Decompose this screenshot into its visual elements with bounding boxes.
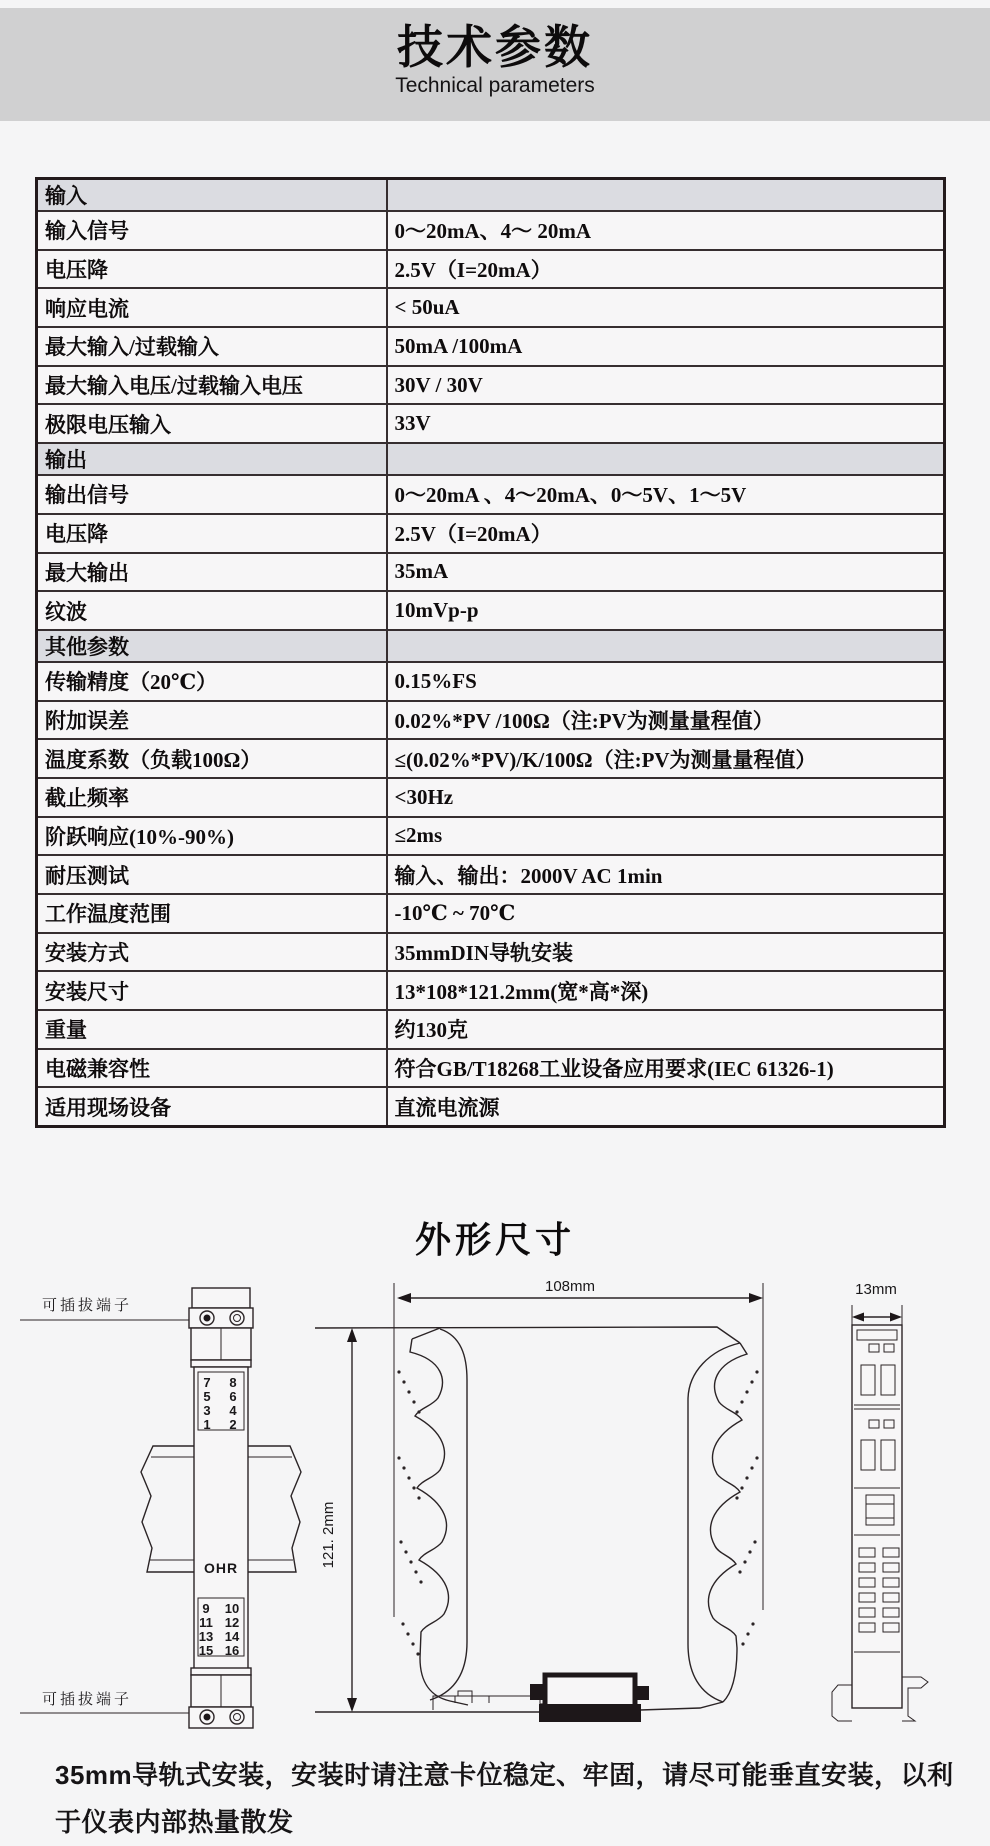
terminal-number: 3 xyxy=(203,1403,211,1418)
param-label: 输入 xyxy=(37,179,387,212)
spec-row xyxy=(37,855,945,894)
param-label: 最大输出 xyxy=(37,553,387,592)
terminal-number: 14 xyxy=(224,1629,240,1644)
height-dimension-label: 121. 2mm xyxy=(320,1501,337,1569)
mounting-note: 35mm导轨式安装，安装时请注意卡位稳定、牢固，请尽可能垂直安装，以利于仪表内部热量散发 xyxy=(55,1760,954,1837)
param-value: <30Hz xyxy=(387,778,945,817)
spec-row xyxy=(37,327,945,366)
spec-row xyxy=(37,739,945,778)
plug-terminal-label-bottom: 可插拔端子 xyxy=(42,1691,133,1708)
param-label: 最大输入/过载输入 xyxy=(37,327,387,366)
param-value: ≤(0.02%*PV)/K/100Ω（注:PV为测量量程值） xyxy=(387,739,945,778)
spec-row xyxy=(37,894,945,933)
param-value: 13*108*121.2mm(宽*高*深) xyxy=(387,971,945,1010)
param-label: 极限电压输入 xyxy=(37,404,387,443)
param-label: 输入信号 xyxy=(37,211,387,250)
spec-row xyxy=(37,553,945,592)
param-value: 10mVp-p xyxy=(387,591,945,630)
header-band xyxy=(0,8,990,121)
param-value: 约130克 xyxy=(387,1010,945,1049)
spec-section-row xyxy=(37,443,945,475)
plug-terminal-label-top: 可插拔端子 xyxy=(42,1297,133,1314)
terminal-number: 13 xyxy=(198,1629,214,1644)
param-value: 直流电流源 xyxy=(387,1087,945,1126)
terminal-number: 12 xyxy=(224,1615,240,1630)
param-label: 其他参数 xyxy=(37,630,387,662)
param-label: 耐压测试 xyxy=(37,855,387,894)
spec-row xyxy=(37,514,945,553)
param-label: 温度系数（负载100Ω） xyxy=(37,739,387,778)
brand-logo: OHR xyxy=(203,1560,239,1576)
spec-section-row xyxy=(37,630,945,662)
param-value: 50mA /100mA xyxy=(387,327,945,366)
param-label: 输出信号 xyxy=(37,475,387,514)
terminal-number: 1 xyxy=(203,1417,211,1432)
spec-section-row xyxy=(37,179,945,212)
section-title-outline-dimensions: 外形尺寸 xyxy=(414,1219,575,1260)
page-subtitle: Technical parameters xyxy=(395,74,595,97)
depth-dimension-label: 13mm xyxy=(855,1281,897,1298)
param-value: 0～20mA 、4～20mA、0～5V、1～5V xyxy=(387,475,945,514)
param-value: 2.5V（I=20mA） xyxy=(387,514,945,553)
param-value: 0.02%*PV /100Ω（注:PV为测量量程值） xyxy=(387,701,945,740)
terminal-number: 11 xyxy=(199,1615,213,1630)
param-value: 输入、输出：2000V AC 1min xyxy=(387,855,945,894)
param-value: 0～20mA、4～ 20mA xyxy=(387,211,945,250)
param-label: 传输精度（20℃） xyxy=(37,662,387,701)
param-value xyxy=(387,630,945,662)
terminal-number: 6 xyxy=(229,1389,237,1404)
spec-row xyxy=(37,817,945,856)
terminal-number: 10 xyxy=(224,1601,240,1616)
param-label: 电压降 xyxy=(37,250,387,289)
param-value: < 50uA xyxy=(387,288,945,327)
terminal-number: 5 xyxy=(203,1389,211,1404)
param-label: 截止频率 xyxy=(37,778,387,817)
din-clip xyxy=(315,1675,723,1722)
spec-table xyxy=(35,177,946,1128)
spec-row xyxy=(37,591,945,630)
terminal-number: 15 xyxy=(198,1643,214,1658)
edge-view xyxy=(832,1281,928,1721)
spec-row xyxy=(37,971,945,1010)
dimension-drawing xyxy=(0,1280,990,1745)
dotted-texture xyxy=(397,1370,758,1655)
module-front xyxy=(189,1288,253,1728)
terminal-number: 8 xyxy=(229,1375,237,1390)
terminal-number: 4 xyxy=(229,1403,237,1418)
param-label: 附加误差 xyxy=(37,701,387,740)
param-label: 工作温度范围 xyxy=(37,894,387,933)
param-label: 重量 xyxy=(37,1010,387,1049)
param-label: 输出 xyxy=(37,443,387,475)
spec-row xyxy=(37,404,945,443)
terminal-number: 9 xyxy=(202,1601,210,1616)
spec-row xyxy=(37,1010,945,1049)
param-label: 安装尺寸 xyxy=(37,971,387,1010)
width-dimension-label: 108mm xyxy=(544,1280,596,1295)
spec-table-wrap xyxy=(35,177,946,1128)
spec-row xyxy=(37,662,945,701)
param-label: 阶跃响应(10%-90%) xyxy=(37,817,387,856)
param-value: -10℃ ~ 70℃ xyxy=(387,894,945,933)
spec-row xyxy=(37,250,945,289)
param-value: 0.15%FS xyxy=(387,662,945,701)
param-value: 33V xyxy=(387,404,945,443)
param-label: 最大输入电压/过载输入电压 xyxy=(37,366,387,405)
spec-row xyxy=(37,1087,945,1126)
param-label: 电压降 xyxy=(37,514,387,553)
spec-row xyxy=(37,288,945,327)
param-value: ≤2ms xyxy=(387,817,945,856)
spec-row xyxy=(37,366,945,405)
param-label: 纹波 xyxy=(37,591,387,630)
param-label: 响应电流 xyxy=(37,288,387,327)
param-label: 适用现场设备 xyxy=(37,1087,387,1126)
din-rail-right xyxy=(246,1446,301,1572)
param-value: 35mA xyxy=(387,553,945,592)
front-view xyxy=(20,1288,301,1728)
param-value xyxy=(387,179,945,212)
din-rail-left xyxy=(141,1446,196,1572)
page-title: 技术参数 xyxy=(397,21,593,73)
spec-row xyxy=(37,778,945,817)
param-value: 2.5V（I=20mA） xyxy=(387,250,945,289)
param-value xyxy=(387,443,945,475)
terminal-number: 7 xyxy=(203,1375,211,1390)
spec-row xyxy=(37,701,945,740)
param-value: 35mmDIN导轨安装 xyxy=(387,933,945,972)
param-value: 符合GB/T18268工业设备应用要求(IEC 61326-1) xyxy=(387,1049,945,1088)
param-label: 安装方式 xyxy=(37,933,387,972)
terminal-number: 16 xyxy=(224,1643,240,1658)
spec-row xyxy=(37,475,945,514)
spec-row xyxy=(37,1049,945,1088)
side-view xyxy=(315,1280,763,1722)
spec-row xyxy=(37,933,945,972)
spec-row xyxy=(37,211,945,250)
param-label: 电磁兼容性 xyxy=(37,1049,387,1088)
param-value: 30V / 30V xyxy=(387,366,945,405)
terminal-number: 2 xyxy=(229,1417,237,1432)
